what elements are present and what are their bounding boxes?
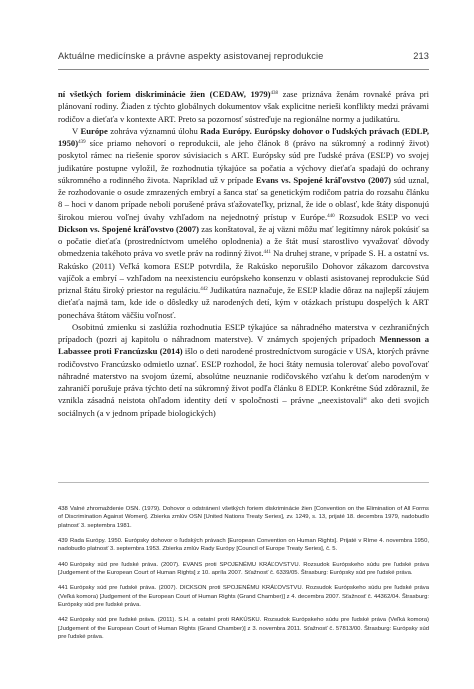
- footnote-separator: [58, 482, 429, 483]
- footnote-text: Európsky súd pre ľudské práva. (2007). DICKSON proti SPOJENÉMU KRÁĽOVSTVU. Rozsudok Európskeho súdu pre ľudské práva (Veľká komora) [Judgement of the European Court of Human Rights (Grand Chamber)] z 4. decembra 2007. Sťažnosť č. 44362/04. Štrasburg: Európsky súd pre ľudské práva.: [58, 585, 429, 608]
- paragraph-text: V: [72, 125, 81, 136]
- footnote-number: 440: [58, 561, 68, 568]
- body-text: [58, 88, 429, 419]
- footnotes: [58, 505, 429, 648]
- footnote-number: 439: [58, 537, 68, 544]
- paragraph-text: zohráva významnú úlohu: [107, 125, 201, 136]
- footnote-number: 442: [58, 617, 68, 624]
- paragraph-text: Na druhej strane, v prípade S. H. a ostatní vs. Rakúsko (2011) Veľká komora ESĽP potvrdila, že Rakúsko neporušilo Dohovor zákazom darcovstva vajíčok a embryí – vzhľadom na neexistenciu európskeho konsenzu v oblasti asistovanej reprodukcie Súd priznal štátu široký priestor na reguláciu.: [58, 248, 429, 295]
- paragraph-3: [58, 321, 429, 419]
- paragraph-1: [58, 88, 429, 125]
- footnote: [58, 537, 429, 554]
- footnote-text: Európsky súd pre ľudské práva. (2007). EVANS proti SPOJENÉMU KRÁĽOVSTVU. Rozsudok Európskeho súdu pre ľudské práva [Judgement of the European Court of Human Rights] z 10. apríla 2007. Sťažnosť č. 6339/05. Štrasburg: Európsky súd pre ľudské práva.: [58, 561, 429, 576]
- bold-text: Evans vs. Spojené kráľovstvo (2007): [255, 174, 392, 185]
- running-header-title: Aktuálne medicínske a právne aspekty asistovanej reprodukcie: [58, 51, 324, 61]
- footnote: [58, 584, 429, 609]
- bold-text: Európe: [80, 125, 108, 136]
- bold-text: ní všetkých foriem diskriminácie žien (CEDAW, 1979): [58, 89, 271, 99]
- footnote-text: Rada Európy. 1950. Európsky dohovor o ľudských právach [European Convention on Human Rights]. Prijaté v Ríme 4. novembra 1950, nadobudlo platnosť 3. septembra 1953. Zbierka zmlúv Rady Európy [Council of Europe Treaty Series], č. 5.: [58, 537, 429, 553]
- footnote-ref[interactable]: 441: [263, 250, 271, 256]
- footnote-ref[interactable]: 439: [78, 140, 86, 145]
- page-number: 213: [413, 51, 429, 61]
- paragraph-text: súd uznal, že rozhodovanie o osude zmrazených embryí a šanca stať sa genetickým rodičom patria do rozsahu článku 8 – hoci v danom prípade neboli porušené práva sťažovateľky, priznal, že ide o oblasť, kde štáty disponujú širokou mierou voľnej úvahy vzhľadom na nejednotný prístup v Európe.: [58, 174, 429, 222]
- paragraph-text: zase priznáva ženám rovnaké práva pri plánovaní rodiny. Žiaden z týchto globálnych dokumentov však explicitne nerieši konflikty medzi právami rodičov a dieťaťa v kontexte ART. Preto sa pozornosť sústreďuje na regionálne normy a judikatúru.: [58, 89, 429, 124]
- footnote-text: Európsky súd pre ľudské práva. (2011). S.H. a ostatní proti RAKÚSKU. Rozsudok Európskeho súdu pre ľudské práva (Veľká komora) [Judgement of the European Court of Human Rights (Grand Chamber)] z 3. novembra 2011. Sťažnosť č. 57813/00. Štrasburg: Európsky súd pre ľudské práva.: [58, 617, 429, 640]
- running-header: [58, 51, 429, 65]
- paragraph-text: zas konštatoval, že aj väzni môžu mať legitímny nárok pokúsiť sa o počatie dieťaťa (prostredníctvom umelého oplodnenia) a že štát musí starostlivo vyvažovať dôvody obmedzenia takéhoto práva vo svetle práv na rodinný život.: [58, 223, 429, 259]
- footnote-ref[interactable]: 440: [327, 213, 335, 219]
- paragraph-text: išlo o deti narodené prostredníctvom surogácie v USA, ktorých právne rodičovstvo Francúzsko odmietlo uznať. ESĽP rozhodol, že hoci štáty nemusia tolerovať alebo povoľovať náhradné materstvo na svojom území, absolútne neuznanie rodičovského vzťahu k deťom narodeným v zahraničí porušuje práva týchto detí na súkromný život podľa článku 8 EDĽP. Konkrétne Súd zdôraznil, že vznikla zásadná neistota ohľadom identity detí v spoločnosti – právne „neexistovali“ ako deti svojich sociálnych (a v jednom prípade biologických): [58, 346, 429, 418]
- paragraph-text: Judikatúra naznačuje, že ESĽP kladie dôraz na najlepší záujem dieťaťa najmä tam, kde ide o dôsledky už narodených detí, kým v otázkach prístupu dospelých k ART ponecháva štátom väčšiu voľnosť.: [58, 285, 429, 320]
- paragraph-text: Osobitnú zmienku si zaslúžia rozhodnutia ESĽP týkajúce sa náhradného materstva v cezhraničných prípadoch (pozri aj kapitolu o náhradnom materstve). V známych spojených prípadoch: [58, 321, 429, 344]
- footnote-ref[interactable]: 442: [200, 287, 208, 292]
- header-rule: [58, 69, 429, 70]
- footnote-ref[interactable]: 438: [270, 91, 279, 96]
- footnote: [58, 561, 429, 578]
- footnote-number: 441: [58, 585, 68, 592]
- paragraph-text: síce priamo nehovorí o reprodukcii, ale jeho článok 8 (právo na súkromný a rodinný život) poskytol rámec na riešenie sporov súvisiacich s ART. Európsky súd pre ľudské práva (ESĽP) vo svojej judikatúre postupne vyložil, že rozhodnutia týkajúce sa počatia a výchovy dieťaťa spadajú do ochrany súkromného a rodinného života. Napríklad už v prípade: [58, 138, 429, 185]
- bold-text: Rada Európy. Európsky dohovor o ľudských právach (EDLP, 1950): [58, 125, 430, 148]
- footnote-text: Valné zhromaždenie OSN. (1979). Dohovor o odstránení všetkých foriem diskriminácie žien [Convention on the Elimination of All Forms of Discrimination Against Women]. Zbierka zmlúv OSN [United Nations Treaty Series], zv. 1249, s. 13, prijaté 18. decembra 1979, nadobudlo platnosť 3. septembra 1981.: [58, 506, 429, 529]
- bold-text: Dickson vs. Spojené kráľovstvo (2007): [58, 223, 199, 234]
- paragraph-text: Rozsudok ESĽP vo veci: [334, 211, 429, 222]
- bold-text: Mennesson a Labassee proti Francúzsku (2014): [58, 334, 429, 357]
- footnote: [58, 505, 429, 530]
- paragraph-2: [58, 125, 429, 321]
- footnote: [58, 616, 429, 641]
- footnote-number: 438: [58, 506, 68, 512]
